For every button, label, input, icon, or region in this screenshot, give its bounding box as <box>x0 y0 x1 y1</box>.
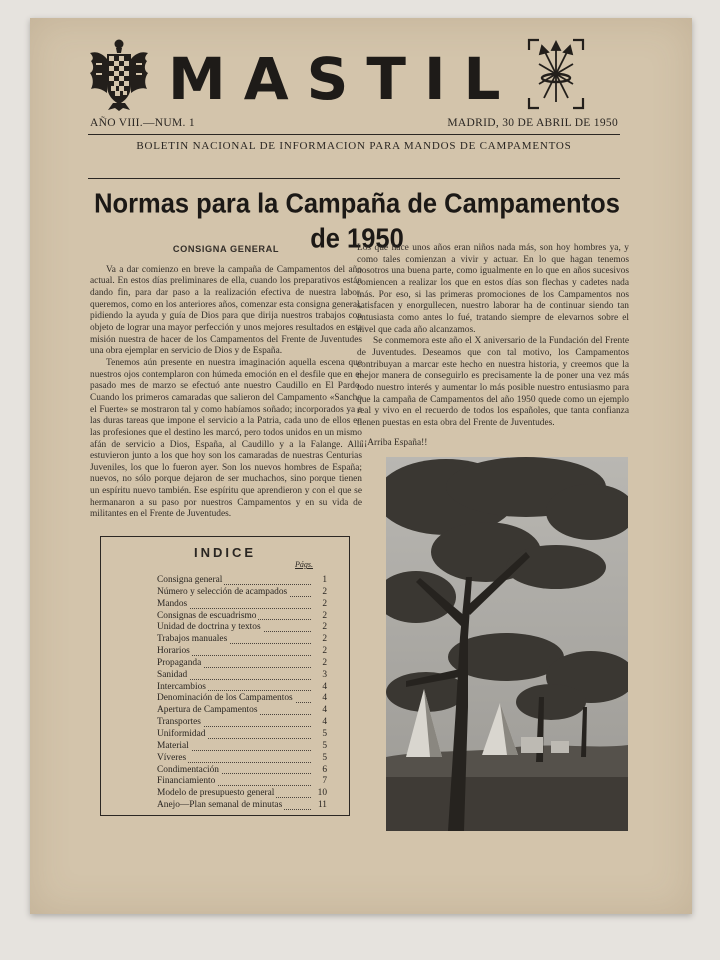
index-row <box>157 599 327 611</box>
masthead-title: MASTIL <box>168 45 519 113</box>
index-entry-name: Financiamiento <box>157 776 216 787</box>
index-entry-page: 5 <box>322 728 327 739</box>
index-row <box>157 670 327 682</box>
divider-bottom <box>88 178 620 179</box>
index-entry-name: Víveres <box>157 752 187 763</box>
index-box <box>100 536 350 816</box>
index-entry-name: Transportes <box>157 717 201 728</box>
index-entry-name: Condimentación <box>157 764 219 775</box>
index-row <box>157 800 327 812</box>
index-entry-name: Intercambios <box>157 681 206 692</box>
index-row <box>157 776 327 788</box>
paragraph: Tenemos aún presente en nuestra imaginación aquella escena que nuestros ojos contemplaron con húmeda emoción en el desfile que en el pasado mes de marzo se efectuó ante nuestro Caudillo en El Pardo. Cuando los primeros camaradas que salieron del Campamento «Sancho el Fuerte» se mostraron tal y como habíamos soñado; incorporados ya a las duras tareas que impone el servicio a la Patria, cada uno de ellos en las profesiones que el destino les marcó, pero todos unidos en un mismo afán de servicio a Dios, España, al Caudillo y a la Falange. Allí estuvieron junto a los que hoy son los camaradas de nuestras Centurias Juveniles, los que lo fueron ayer. Son los nuevos hombres de España; nuevos, no sólo porque dejaron de ser muchachos, sino porque tienen un espíritu nuevo también. Ese espíritu que aprendieron y con el que se hermanaron a su paso por nuestros Campamentos y en su vida de militantes en el Frente de Juventudes. <box>90 357 362 520</box>
masthead-subtitle: BOLETIN NACIONAL DE INFORMACION PARA MANDOS DE CAMPAMENTOS <box>136 140 572 152</box>
article-column-left <box>90 244 362 521</box>
index-entry-page: 10 <box>317 788 327 799</box>
index-list <box>157 575 327 812</box>
pine-trees-and-tents-icon <box>386 457 628 831</box>
index-title: INDICE <box>193 545 257 560</box>
index-entry-name: Material <box>157 740 189 751</box>
index-entry-page: 2 <box>322 657 327 668</box>
index-entry-page: 2 <box>322 586 327 597</box>
index-row <box>157 729 327 741</box>
index-row <box>157 682 327 694</box>
paragraph: Va a dar comienzo en breve la campaña de Campamentos del año actual. En estos días preliminares de ella, cuando los preparativos están dando fin, para dar paso a la realización efectiva de nuestra labor, queremos, como en los anteriores años, comenzar esta consigna general, pidiendo la ayuda y guía de Dios para que dirija nuestros trabajos con objeto de lograr una mayor perfección y unos mejores resultados en esta misión nuestra de hacer de los Campamentos del Frente de Juventudes una obra ejemplar en servicio de Dios y de España. <box>90 264 362 357</box>
index-entry-name: Número y selección de acampados <box>157 586 288 597</box>
index-entry-name: Consigna general <box>157 575 223 585</box>
index-entry-name: Horarios <box>157 646 190 657</box>
issue-date: MADRID, 30 DE ABRIL DE 1950 <box>447 117 618 129</box>
index-entry-page: 3 <box>322 669 327 680</box>
index-entry-page: 11 <box>317 800 327 811</box>
index-entry-page: 2 <box>322 622 327 633</box>
index-row <box>157 658 327 670</box>
index-entry-page: 7 <box>322 776 327 787</box>
index-entry-page: 6 <box>322 764 327 775</box>
index-entry-page: 5 <box>322 740 327 751</box>
index-entry-name: Trabajos manuales <box>157 634 228 645</box>
index-row <box>157 693 327 705</box>
article-column-right <box>357 243 629 449</box>
index-entry-page: 2 <box>322 634 327 645</box>
index-row <box>157 765 327 777</box>
index-entry-page: 4 <box>322 693 327 704</box>
eagle-shield-icon <box>88 37 150 111</box>
paragraph: Los que hace unos años eran niños nada más, son hoy hombres ya, y como tales comienzan a vivir y actuar. En lo que hagan tenemos nosotros una buena parte, como igualmente en lo que en años sucesivos comiencen a realizar los que en estos días son flechas y cadetes nada más. Por eso, si las primeras promociones de los Campamentos nos satisfacen y enorgullecen, nuestro laborar ha de continuar siendo tan entusiasta como antes lo fué, tratando siempre de elevarnos sobre el nivel que cada año alcanzamos. <box>357 243 629 335</box>
index-row <box>157 788 327 800</box>
closing-slogan: ¡¡Arriba España!! <box>361 437 428 448</box>
index-row <box>157 587 327 599</box>
index-entry-name: Unidad de doctrina y textos <box>157 622 261 633</box>
index-entry-name: Anejo—Plan semanal de minutas <box>157 800 283 811</box>
index-row <box>157 611 327 623</box>
index-entry-page: 2 <box>322 646 327 657</box>
index-entry-name: Mandos <box>157 598 188 609</box>
index-entry-name: Apertura de Campamentos <box>157 705 258 716</box>
index-entry-page: 2 <box>322 598 327 609</box>
photo-pine-trees-tents <box>386 457 628 831</box>
index-row <box>157 646 327 658</box>
divider-top <box>88 134 620 135</box>
index-row <box>157 741 327 753</box>
index-row <box>157 717 327 729</box>
index-entry-page: 2 <box>322 610 327 621</box>
index-pages-label: Págs. <box>295 560 313 569</box>
index-entry-name: Sanidad <box>157 669 188 680</box>
index-entry-name: Uniformidad <box>157 728 206 739</box>
index-entry-page: 5 <box>322 752 327 763</box>
issue-number: AÑO VIII.—NUM. 1 <box>90 117 195 129</box>
index-row <box>157 705 327 717</box>
index-row <box>157 753 327 765</box>
section-heading: CONSIGNA GENERAL <box>172 244 280 254</box>
paragraph: Se conmemora este año el X aniversario de la Fundación del Frente de Juventudes. Deseamos que con tal motivo, los Campamentos contribuyan a marcar este hecho en nuestra historia, y creemos que la mejor manera de conseguirlo es precisamente la de poner una vez más todo nuestro interés y aumentar lo más posible nuestro entusiasmo para que la campaña de Campamentos del año 1950 quede como un ejemplo real y vivo en el recuerdo de todos los españoles, que tanta confianza tienen puestas en esta obra del Frente de Juventudes. <box>357 336 629 428</box>
index-entry-page: 4 <box>322 705 327 716</box>
index-entry-name: Propaganda <box>157 657 202 668</box>
index-entry-page: 1 <box>322 575 327 585</box>
index-entry-page: 4 <box>322 681 327 692</box>
index-entry-name: Modelo de presupuesto general <box>157 788 275 799</box>
index-entry-name: Denominación de los Campamentos <box>157 693 293 704</box>
index-entry-page: 4 <box>322 717 327 728</box>
index-row <box>157 622 327 634</box>
index-entry-name: Consignas de escuadrismo <box>157 610 257 621</box>
index-row <box>157 634 327 646</box>
article-headline: Normas para la Campaña de Campamentos de 1950 <box>94 188 620 255</box>
index-row <box>157 575 327 587</box>
yoke-and-arrows-icon <box>525 36 587 112</box>
